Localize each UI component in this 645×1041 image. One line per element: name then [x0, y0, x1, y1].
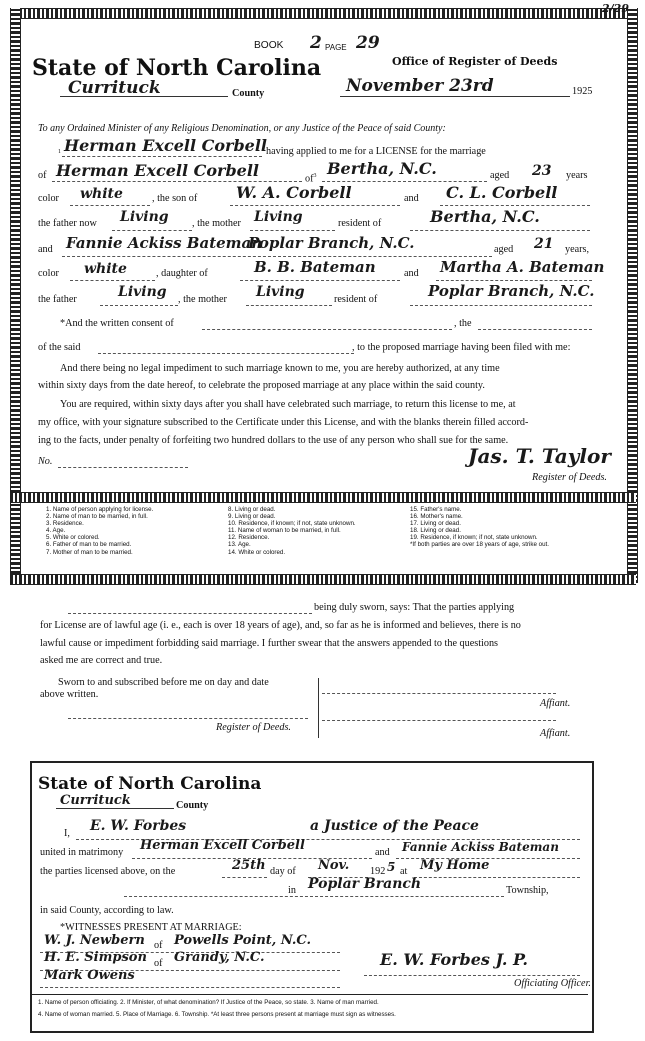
township-label: Township, [506, 885, 549, 896]
certificate-legend-1: 1. Name of person officiating. 2. If Minister, of what denomination? If Justice of the Peace, so state. 3. Name of man married. [38, 999, 379, 1006]
of-label: of [38, 170, 47, 181]
certificate-bride: Fannie Ackiss Bateman [402, 840, 559, 854]
bride-mother-status: Living [256, 284, 305, 300]
subscribed-1: Sworn to and subscribed before me on day and date [58, 677, 269, 688]
certificate-county-name: Currituck [60, 793, 131, 808]
aged-label: aged [490, 170, 510, 181]
groom-parents-residence: Bertha, N.C. [430, 207, 540, 226]
subscribed-2: above written. [40, 689, 99, 700]
groom-color: white [80, 186, 123, 202]
year-prefix: 192 [370, 866, 386, 877]
witness-1-name: W. J. Newbern [44, 933, 145, 948]
certificate-county-label: County [176, 800, 209, 811]
bride-color: white [84, 261, 127, 277]
bride-father-status: Living [118, 284, 167, 300]
bride-parents-residence: Poplar Branch, N.C. [428, 282, 595, 300]
marriage-place: My Home [420, 858, 490, 873]
paragraph-1a: And there being no legal impediment to such marriage known to me, you are hereby authorized, at any time [60, 363, 500, 374]
certificate-and: and [375, 847, 390, 858]
book-number: 2 [310, 33, 322, 53]
affidavit-line-3: lawful cause or impediment forbidding said marriage. I further swear that the answers appended to the questions [40, 638, 499, 649]
years-comma: years, [565, 244, 590, 255]
and-label: and [404, 193, 419, 204]
legend-col-3: 15. Father's name. 16. Mother's name. 17. Living or dead. 18. Living or dead. 19. Residence, if known; if not, state unknown. *If both parties are over 18 years of age, strike out. [410, 506, 549, 549]
marriage-day: 25th [232, 858, 266, 873]
bride-age: 21 [534, 236, 554, 252]
having-applied-text: having applied to me for a LICENSE for the marriage [266, 146, 486, 157]
mother-label: , the mother [192, 218, 241, 229]
at-label: at [400, 866, 408, 877]
bride-color-label: color [38, 268, 59, 279]
affiant-1: Affiant. [540, 698, 571, 709]
register-label: Register of Deeds. [532, 472, 607, 483]
witness-2-of: of [154, 958, 163, 969]
parties-label: the parties licensed above, on the [40, 866, 176, 877]
of-the-said: of the said [38, 342, 81, 353]
consent-text: *And the written consent of [60, 318, 174, 329]
paragraph-2c: ing to the facts, under penalty of forfeiting two hundred dollars to the use of any person who shall sue for the same. [38, 435, 509, 446]
witnesses-label: *WITNESSES PRESENT AT MARRIAGE: [60, 922, 242, 933]
day-of-label: day of [270, 866, 296, 877]
state-title: State of North Carolina [32, 55, 322, 81]
middle-border-band [10, 492, 636, 503]
groom-mother-status: Living [254, 209, 303, 225]
groom-mother: C. L. Corbell [446, 183, 558, 202]
officiant-title: a Justice of the Peace [310, 818, 479, 834]
year-suffix: 5 [387, 860, 396, 874]
groom-age: 23 [532, 163, 552, 179]
license-date: November 23rd [346, 76, 494, 96]
paragraph-1b: within sixty days from the date hereof, to celebrate the proposed marriage at any place within the said county. [38, 380, 485, 391]
bride-aged-label: aged [494, 244, 514, 255]
bride-residence: Poplar Branch, N.C. [248, 234, 415, 252]
and-bride-label: and [38, 244, 53, 255]
resident-label: resident of [338, 218, 382, 229]
witness-3-name: Mark Owens [44, 968, 135, 983]
the-mother-label: , the mother [178, 294, 227, 305]
bride-name: Fannie Ackiss Bateman [66, 234, 263, 252]
bride-father: B. B. Bateman [254, 258, 376, 276]
officiant-signature: E. W. Forbes J. P. [380, 950, 528, 969]
in-label: in [288, 885, 296, 896]
groom-father: W. A. Corbell [236, 183, 352, 202]
certificate-state-title: State of North Carolina [38, 774, 262, 794]
bride-and-label: and [404, 268, 419, 279]
affidavit-line-4: asked me are correct and true. [40, 655, 163, 666]
paragraph-2a: You are required, within sixty days after you shall have celebrated such marriage, to return this license to me, at [60, 399, 516, 410]
bride-mother: Martha A. Bateman [440, 258, 605, 276]
county-law: in said County, according to law. [40, 905, 174, 916]
affiant-2: Affiant. [540, 728, 571, 739]
daughter-of-label: , daughter of [156, 268, 208, 279]
years-label: years [566, 170, 588, 181]
officiant-name: E. W. Forbes [90, 818, 187, 834]
intro-text: To any Ordained Minister of any Religious Denomination, or any Justice of the Peace of said County: [38, 123, 446, 134]
color-label: color [38, 193, 59, 204]
number-label: No. [38, 456, 53, 467]
top-border-band [10, 8, 636, 19]
applicant-name: Herman Excell Corbell [64, 136, 267, 155]
affidavit-register: Register of Deeds. [216, 722, 291, 733]
the-father-label: the father [38, 294, 77, 305]
paragraph-2b: my office, with your signature subscribed to the Certificate under this License, and with the blanks therein filled accord- [38, 417, 529, 428]
affidavit-sworn: being duly sworn, says: That the parties applying [314, 602, 515, 613]
son-of-label: , the son of [152, 193, 198, 204]
groom-residence: Bertha, N.C. [327, 159, 437, 178]
of-label-2: $of^3$ [305, 173, 317, 185]
bride-resident-label: resident of [334, 294, 378, 305]
legend-col-2: 8. Living or dead. 9. Living or dead. 10. Residence, if known; if not, state unknown. 11. Name of woman to be married, in full. 12. Residence. 13. Age. 14. White or colored. [228, 506, 356, 556]
witness-1-of: of [154, 940, 163, 951]
affidavit-line-2: for License are of lawful age (i. e., each is over 18 years of age), and, so far as he is informed and believes, there is no [40, 620, 521, 631]
witness-2-name: H. E. Simpson [44, 950, 147, 965]
bottom-border-band [10, 574, 636, 585]
certificate-groom: Herman Excell Corbell [140, 838, 305, 853]
county-label: County [232, 88, 265, 99]
consent-the: , the [454, 318, 472, 329]
page-label: PAGE [325, 43, 347, 52]
united-label: united in matrimony [40, 847, 124, 858]
license-year: 1925 [572, 86, 593, 97]
page-number: 29 [356, 33, 380, 53]
marriage-month: Nov. [318, 858, 350, 873]
witness-1-place: Powells Point, N.C. [174, 933, 312, 948]
officiating-label: Officiating Officer. [514, 978, 591, 989]
consent-tail: , to the proposed marriage having been filed with me: [352, 342, 571, 353]
book-label: BOOK [254, 40, 284, 51]
office-title: Office of Register of Deeds [392, 55, 558, 68]
certificate-legend-2: 4. Name of woman married. 5. Place of Marriage. 6. Township. *At least three persons present at marriage must sign as witnesses. [38, 1011, 396, 1018]
county-name: Currituck [68, 78, 161, 98]
father-now-label: the father now [38, 218, 97, 229]
corner-number: 2/29 [602, 2, 629, 15]
marriage-township: Poplar Branch [308, 876, 422, 892]
register-signature: Jas. T. Taylor [468, 444, 611, 468]
groom-father-status: Living [120, 209, 169, 225]
i-label: I, [64, 828, 70, 839]
groom-name: Herman Excell Corbell [56, 161, 259, 180]
witness-2-place: Grandy, N.C. [174, 950, 265, 965]
legend-col-1: 1. Name of person applying for license. 2. Name of man to be married, in full. 3. Residence. 4. Age. 5. White or colored. 6. Father of man to be married. 7. Mother of man to be married. [46, 506, 154, 556]
